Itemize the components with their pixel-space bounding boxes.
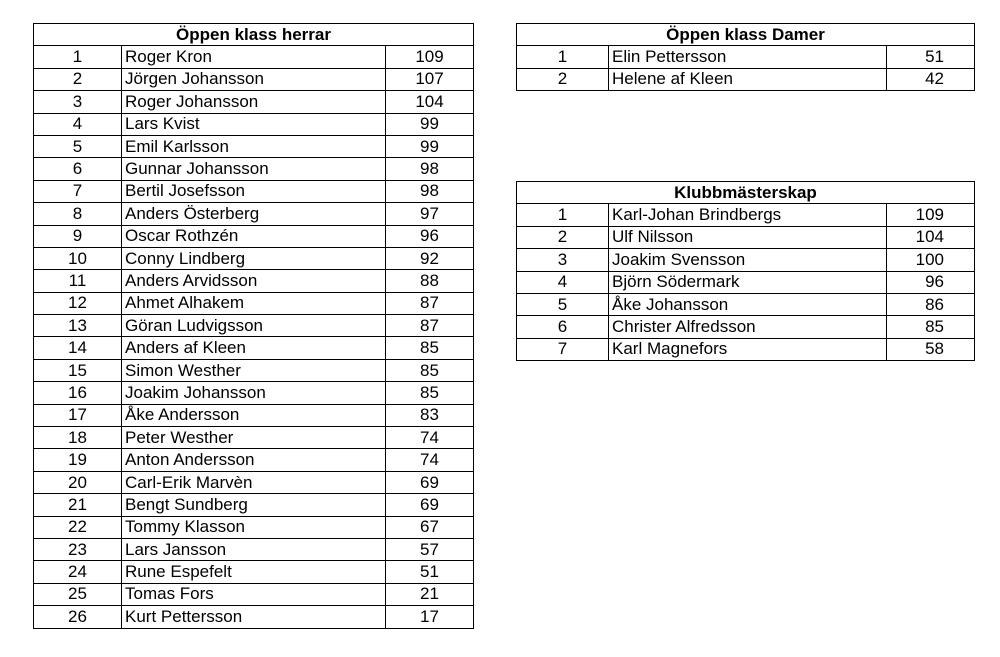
table-klubbmasterskap [516, 181, 975, 361]
position-cell: 2 [517, 68, 609, 90]
table-row [34, 471, 474, 493]
table-row [34, 180, 474, 202]
table-row [34, 113, 474, 135]
name-cell: Joakim Svensson [609, 249, 887, 271]
score-cell: 17 [386, 606, 474, 628]
table-oppen-klass-damer [516, 23, 975, 91]
position-cell: 15 [34, 359, 122, 381]
position-cell: 7 [34, 180, 122, 202]
table-row [34, 135, 474, 157]
position-cell: 25 [34, 583, 122, 605]
table-row [34, 46, 474, 68]
table-row [517, 204, 975, 226]
position-cell: 7 [517, 338, 609, 360]
name-cell: Simon Westher [122, 359, 386, 381]
table-row [34, 494, 474, 516]
score-cell: 98 [386, 158, 474, 180]
table-row [517, 316, 975, 338]
table-row [517, 338, 975, 360]
position-cell: 5 [34, 135, 122, 157]
name-cell: Elin Pettersson [609, 46, 887, 68]
score-cell: 69 [386, 471, 474, 493]
name-cell: Lars Jansson [122, 538, 386, 560]
score-cell: 92 [386, 247, 474, 269]
position-cell: 14 [34, 337, 122, 359]
name-cell: Oscar Rothzén [122, 225, 386, 247]
table-row [34, 382, 474, 404]
table-row [34, 91, 474, 113]
table-row [34, 225, 474, 247]
name-cell: Anders Österberg [122, 203, 386, 225]
position-cell: 2 [34, 68, 122, 90]
name-cell: Carl-Erik Marvèn [122, 471, 386, 493]
score-cell: 96 [386, 225, 474, 247]
position-cell: 12 [34, 292, 122, 314]
position-cell: 2 [517, 226, 609, 248]
score-cell: 51 [887, 46, 975, 68]
score-cell: 85 [887, 316, 975, 338]
score-cell: 98 [386, 180, 474, 202]
position-cell: 17 [34, 404, 122, 426]
score-cell: 87 [386, 315, 474, 337]
position-cell: 23 [34, 538, 122, 560]
name-cell: Emil Karlsson [122, 135, 386, 157]
position-cell: 9 [34, 225, 122, 247]
table-row [34, 270, 474, 292]
name-cell: Anders Arvidsson [122, 270, 386, 292]
score-cell: 51 [386, 561, 474, 583]
name-cell: Åke Andersson [122, 404, 386, 426]
name-cell: Karl Magnefors [609, 338, 887, 360]
name-cell: Roger Kron [122, 46, 386, 68]
score-cell: 99 [386, 113, 474, 135]
score-cell: 109 [887, 204, 975, 226]
position-cell: 11 [34, 270, 122, 292]
position-cell: 6 [34, 158, 122, 180]
name-cell: Tomas Fors [122, 583, 386, 605]
table-title: Öppen klass herrar [34, 24, 474, 46]
score-cell: 21 [386, 583, 474, 605]
name-cell: Bertil Josefsson [122, 180, 386, 202]
table-row [34, 538, 474, 560]
position-cell: 24 [34, 561, 122, 583]
table-oppen-klass-herrar [33, 23, 474, 629]
position-cell: 6 [517, 316, 609, 338]
score-cell: 67 [386, 516, 474, 538]
name-cell: Bengt Sundberg [122, 494, 386, 516]
score-cell: 42 [887, 68, 975, 90]
score-cell: 109 [386, 46, 474, 68]
table-row [517, 249, 975, 271]
name-cell: Rune Espefelt [122, 561, 386, 583]
score-cell: 88 [386, 270, 474, 292]
table-row [34, 337, 474, 359]
position-cell: 3 [517, 249, 609, 271]
score-cell: 97 [386, 203, 474, 225]
table-title: Öppen klass Damer [517, 24, 975, 46]
score-cell: 85 [386, 337, 474, 359]
name-cell: Helene af Kleen [609, 68, 887, 90]
table-row [34, 292, 474, 314]
name-cell: Karl-Johan Brindbergs [609, 204, 887, 226]
position-cell: 18 [34, 427, 122, 449]
score-cell: 58 [887, 338, 975, 360]
name-cell: Björn Södermark [609, 271, 887, 293]
position-cell: 8 [34, 203, 122, 225]
score-cell: 96 [887, 271, 975, 293]
table-row [34, 516, 474, 538]
position-cell: 22 [34, 516, 122, 538]
table-header-row [517, 24, 975, 46]
table-row [34, 68, 474, 90]
table-row [34, 158, 474, 180]
name-cell: Jörgen Johansson [122, 68, 386, 90]
table-row [34, 583, 474, 605]
score-cell: 86 [887, 293, 975, 315]
score-cell: 85 [386, 382, 474, 404]
table-row [34, 315, 474, 337]
table-title: Klubbmästerskap [517, 182, 975, 204]
position-cell: 3 [34, 91, 122, 113]
position-cell: 21 [34, 494, 122, 516]
table-row [34, 404, 474, 426]
table-row [34, 203, 474, 225]
position-cell: 20 [34, 471, 122, 493]
name-cell: Conny Lindberg [122, 247, 386, 269]
score-cell: 85 [386, 359, 474, 381]
score-cell: 104 [887, 226, 975, 248]
score-cell: 99 [386, 135, 474, 157]
position-cell: 5 [517, 293, 609, 315]
table-row [34, 449, 474, 471]
name-cell: Gunnar Johansson [122, 158, 386, 180]
name-cell: Kurt Pettersson [122, 606, 386, 628]
name-cell: Göran Ludvigsson [122, 315, 386, 337]
score-cell: 57 [386, 538, 474, 560]
table-row [517, 68, 975, 90]
name-cell: Anton Andersson [122, 449, 386, 471]
score-cell: 83 [386, 404, 474, 426]
position-cell: 10 [34, 247, 122, 269]
name-cell: Peter Westher [122, 427, 386, 449]
position-cell: 13 [34, 315, 122, 337]
name-cell: Åke Johansson [609, 293, 887, 315]
score-cell: 69 [386, 494, 474, 516]
score-cell: 104 [386, 91, 474, 113]
table-row [517, 271, 975, 293]
position-cell: 4 [34, 113, 122, 135]
name-cell: Ulf Nilsson [609, 226, 887, 248]
name-cell: Roger Johansson [122, 91, 386, 113]
table-header-row [34, 24, 474, 46]
name-cell: Christer Alfredsson [609, 316, 887, 338]
table-row [34, 247, 474, 269]
name-cell: Lars Kvist [122, 113, 386, 135]
position-cell: 1 [517, 204, 609, 226]
position-cell: 26 [34, 606, 122, 628]
table-row [517, 226, 975, 248]
score-cell: 87 [386, 292, 474, 314]
position-cell: 4 [517, 271, 609, 293]
name-cell: Ahmet Alhakem [122, 292, 386, 314]
position-cell: 1 [517, 46, 609, 68]
score-cell: 74 [386, 449, 474, 471]
position-cell: 1 [34, 46, 122, 68]
position-cell: 19 [34, 449, 122, 471]
score-cell: 100 [887, 249, 975, 271]
table-row [517, 46, 975, 68]
table-row [517, 293, 975, 315]
name-cell: Joakim Johansson [122, 382, 386, 404]
name-cell: Anders af Kleen [122, 337, 386, 359]
table-row [34, 359, 474, 381]
table-row [34, 427, 474, 449]
score-cell: 107 [386, 68, 474, 90]
score-cell: 74 [386, 427, 474, 449]
table-row [34, 606, 474, 628]
position-cell: 16 [34, 382, 122, 404]
name-cell: Tommy Klasson [122, 516, 386, 538]
table-row [34, 561, 474, 583]
table-header-row [517, 182, 975, 204]
